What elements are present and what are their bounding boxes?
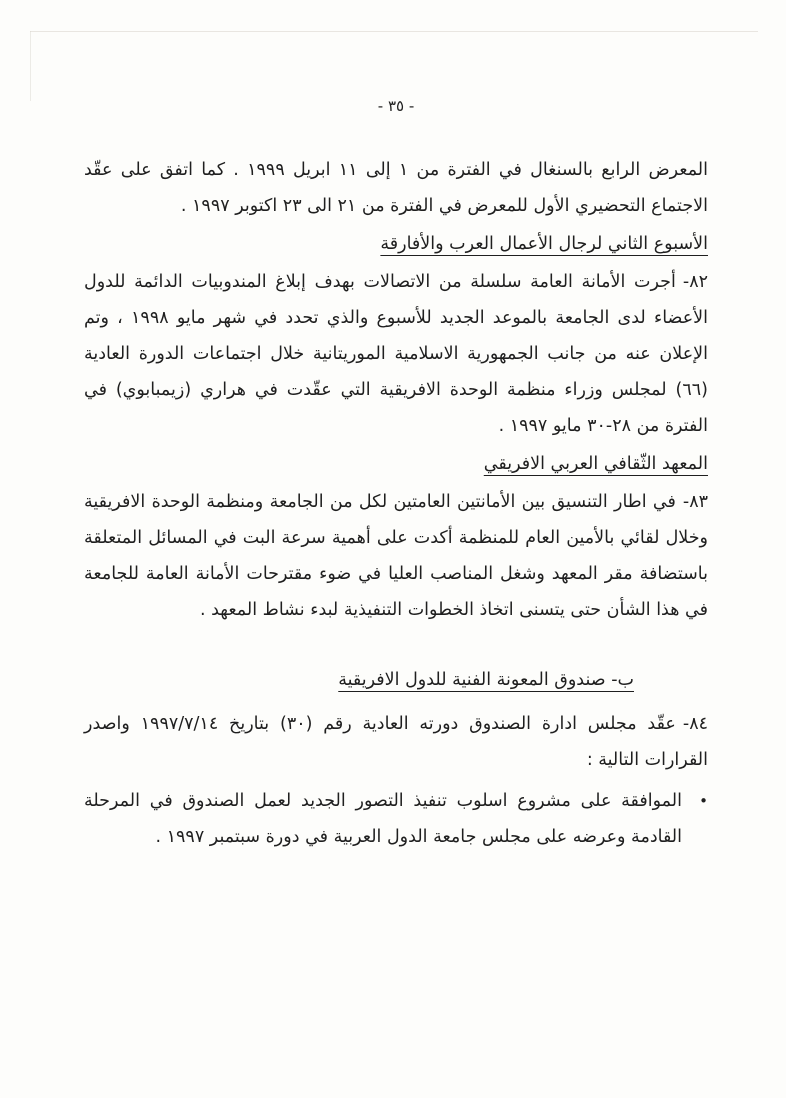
bullet-item	[84, 783, 708, 855]
item-84	[84, 706, 708, 778]
scan-artifact-left-edge	[30, 31, 31, 101]
item-84-text: عقّد مجلس ادارة الصندوق دورته العادية رقم (٣٠) بتاريخ ١٩٩٧/٧/١٤ واصدر القرارات التالية :	[84, 714, 708, 770]
item-83	[84, 484, 708, 628]
section-heading-technical-aid-fund	[84, 662, 634, 698]
item-82	[84, 264, 708, 444]
item-83-number: ٨٣-	[682, 492, 708, 512]
intro-paragraph: المعرض الرابع بالسنغال في الفترة من ١ إلى ١١ ابريل ١٩٩٩ . كما اتفق على عقّد الاجتماع التحضيري الأول للمعرض في الفترة من ٢١ الى ٢٣ اكتوبر ١٩٩٧ .	[84, 160, 709, 216]
bullet-icon: •	[699, 792, 708, 810]
section-heading-cultural-institute	[84, 446, 708, 482]
section-heading-business-week	[84, 226, 708, 262]
item-84-number: ٨٤-	[682, 714, 709, 734]
scan-artifact-top-edge	[30, 31, 758, 32]
page-number: - ٣٥ -	[377, 97, 415, 115]
item-82-text: أجرت الأمانة العامة سلسلة من الاتصالات بهدف إبلاغ المندوبيات الدائمة للدول الأعضاء لدى الجامعة بالموعد الجديد للأسبوع والذي تحدد في شهر مايو ١٩٩٨ ، وتم الإعلان عنه من جانب الجمهورية الاسلامية الموريتانية خلال اجتماعات الدورة العادية (٦٦) لمجلس وزراء منظمة الوحدة الافريقية التي عقّدت في هراري (زيمبابوي) في الفترة من ٢٨-٣٠ مايو ١٩٩٧ .	[84, 272, 708, 436]
bullet-item-text: الموافقة على مشروع اسلوب تنفيذ التصور الجديد لعمل الصندوق في المرحلة القادمة وعرضه على مجلس جامعة الدول العربية في دورة سبتمبر ١٩٩٧ .	[84, 791, 682, 847]
section-heading-business-week-text: الأسبوع الثاني لرجال الأعمال العرب والأفارقة	[380, 234, 708, 254]
page-content	[84, 96, 708, 855]
item-82-number: ٨٢-	[682, 272, 708, 292]
item-83-text: في اطار التنسيق بين الأمانتين العامتين لكل من الجامعة ومنظمة الوحدة الافريقية وخلال لقائي بالأمين العام للمنظمة أكدت على أهمية سرعة البت في المسائل المتعلقة باستضافة مقر المعهد وشغل المناصب العليا في ضوء مقترحات الأمانة العامة للجامعة في هذا الشأن حتى يتسنى اتخاذ الخطوات التنفيذية لبدء نشاط المعهد .	[84, 492, 708, 620]
section-heading-cultural-institute-text: المعهد الثّقافي العربي الافريقي	[483, 454, 708, 474]
section-heading-technical-aid-fund-text: ب- صندوق المعونة الفنية للدول الافريقية	[338, 670, 634, 690]
